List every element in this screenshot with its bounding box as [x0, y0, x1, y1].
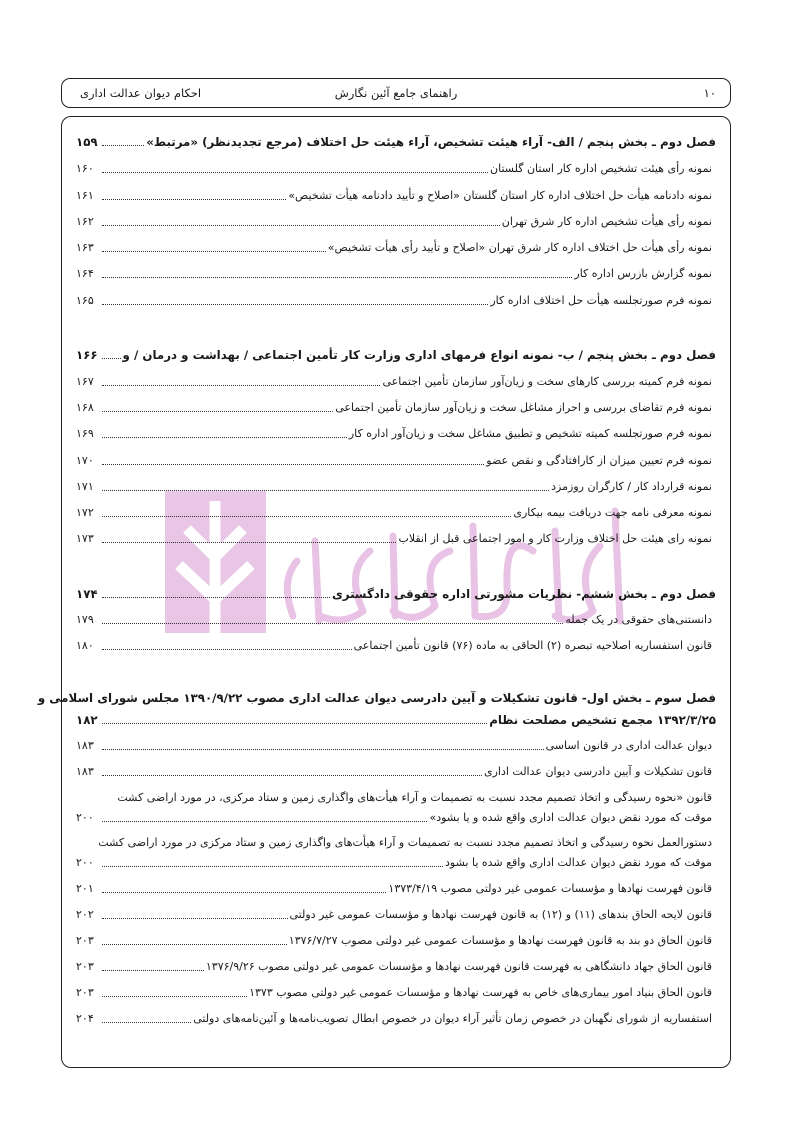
dot-leader — [102, 648, 352, 650]
toc-page-number: ۱۵۹ — [76, 135, 98, 149]
running-header — [61, 78, 731, 108]
toc-item-title: قانون الحاق دو بند به قانون فهرست نهادها و مؤسسات عمومی غیر دولتی مصوب ۱۳۷۶/۷/۲۷ — [288, 934, 712, 947]
toc-page-number: ۱۷۱ — [76, 480, 94, 493]
toc-page-number: ۱۶۴ — [76, 267, 94, 280]
dot-leader — [102, 596, 330, 598]
toc-page-number: ۱۷۴ — [76, 587, 98, 601]
toc-item[interactable] — [76, 503, 716, 523]
toc-item[interactable] — [76, 424, 716, 444]
toc-item-title: نمونه فرم صورتجلسه کمیته تشخیص و تطبیق مشاغل سخت و زیان‌آور اداره کار — [348, 427, 712, 440]
toc-item[interactable] — [76, 610, 716, 630]
toc-heading-title: ۱۳۹۲/۳/۲۵ مجمع تشخیص مصلحت نظام — [489, 713, 716, 727]
toc-page-number: ۱۶۲ — [76, 215, 94, 228]
dot-leader — [102, 891, 386, 893]
toc-item-title: نمونه فرم صورتجلسه هیأت حل اختلاف اداره کار — [490, 294, 712, 307]
dot-leader — [102, 436, 347, 438]
toc-heading-title: فصل دوم ـ بخش ششم- نظریات مشورتی اداره حقوقی دادگستری — [331, 587, 716, 601]
toc-item-title: نمونه فرم تقاضای بررسی و احراز مشاغل سخت و زیان‌آور سازمان تأمین اجتماعی — [335, 401, 712, 414]
dot-leader — [102, 515, 511, 517]
toc-page-number: ۲۰۱ — [76, 882, 94, 895]
toc-item[interactable] — [76, 238, 716, 258]
toc-item-title: نمونه رای هیئت حل اختلاف وزارت کار و امور اجتماعی قبل از انقلاب — [398, 532, 712, 545]
dot-leader — [102, 357, 121, 359]
toc-page-number: ۱۶۵ — [76, 294, 94, 307]
dot-leader — [102, 541, 396, 543]
toc-page-number: ۲۰۳ — [76, 934, 94, 947]
dot-leader — [102, 1021, 191, 1023]
toc-item-title: قانون تشکیلات و آیین دادرسی دیوان عدالت اداری — [483, 765, 712, 778]
toc-page-number: ۱۷۳ — [76, 532, 94, 545]
toc-heading[interactable] — [76, 584, 716, 604]
dot-leader — [102, 917, 288, 919]
dot-leader — [102, 774, 482, 776]
dot-leader — [102, 224, 500, 226]
toc-page-number: ۱۷۰ — [76, 454, 94, 467]
page-number: ۱۰ — [703, 86, 716, 100]
dot-leader — [102, 969, 204, 971]
toc-item-title: نمونه فرم کمیته بررسی کارهای سخت و زیان‌آور سازمان تأمین اجتماعی — [382, 375, 712, 388]
dot-leader — [102, 722, 487, 724]
toc-item[interactable] — [76, 186, 716, 206]
toc-item[interactable] — [76, 808, 716, 828]
toc-item-title: قانون الحاق جهاد دانشگاهی به فهرست قانون فهرست نهادها و مؤسسات عمومی غیر دولتی مصوب ۱۳۷۶/۹/۲۶ — [205, 960, 712, 973]
toc-item[interactable] — [76, 636, 716, 656]
toc-item[interactable] — [76, 905, 716, 925]
chapter-title: احکام دیوان عدالت اداری — [80, 86, 202, 100]
toc-item[interactable] — [76, 477, 716, 497]
toc-page-number: ۱۶۹ — [76, 427, 94, 440]
dot-leader — [102, 250, 326, 252]
toc-item[interactable] — [76, 372, 716, 392]
toc-item[interactable] — [76, 159, 716, 179]
toc-item-line1[interactable]: قانون «نحوه رسیدگی و اتخاذ تصمیم مجدد نسبت به تصمیمات و آراء هیأت‌های واگذاری زمین و ستاد مرکزی، در مورد اراضی کشت — [117, 791, 712, 804]
dot-leader — [102, 463, 484, 465]
toc-heading-title: فصل دوم ـ بخش پنجم / ب- نمونه انواع فرمهای اداری وزارت کار تأمین اجتماعی / بهداشت و درمان / و — [122, 348, 716, 362]
toc-item-title: نمونه قرارداد کار / کارگران روزمزد — [551, 480, 712, 493]
toc-heading-line1[interactable]: فصل سوم ـ بخش اول- قانون تشکیلات و آیین دادرسی دیوان عدالت اداری مصوب ۱۳۹۰/۹/۲۲ مجلس شورای اسلامی و — [37, 691, 716, 705]
toc-item-title: استفساریه از شورای نگهبان در خصوص زمان تأثیر آراء دیوان در خصوص ابطال تصویب‌نامه‌ها و آئین‌نامه‌های دولتی — [193, 1012, 712, 1025]
toc-page-number: ۱۸۳ — [76, 765, 94, 778]
toc-item-line1[interactable]: دستورالعمل نحوه رسیدگی و اتخاذ تصمیم مجدد نسبت به تصمیمات و آراء هیأت‌های واگذاری زمین و ستاد مرکزی در مورد اراضی کشت — [98, 836, 712, 849]
toc-item[interactable] — [76, 736, 716, 756]
toc-item-title: قانون فهرست نهادها و مؤسسات عمومی غیر دولتی مصوب ۱۳۷۳/۴/۱۹ — [388, 882, 712, 895]
toc-item-title: نمونه رأی هیأت حل اختلاف اداره کار شرق تهران «اصلاح و تأیید رأی هیأت تشخیص» — [327, 241, 712, 254]
dot-leader — [102, 384, 380, 386]
toc-page-number: ۱۶۰ — [76, 162, 94, 175]
toc-heading-title: فصل دوم ـ بخش پنجم / الف- آراء هیئت تشخیص، آراء هیئت حل اختلاف (مرجع تجدیدنظر) «مرتبط» — [146, 135, 716, 149]
toc-item-title: نمونه دادنامه هیأت حل اختلاف اداره کار استان گلستان «اصلاح و تأیید دادنامه هیأت تشخیص» — [288, 189, 712, 202]
toc-page-number: ۱۸۲ — [76, 713, 98, 727]
toc-item-title: نمونه رأی هیئت تشخیص اداره کار استان گلستان — [490, 162, 712, 175]
dot-leader — [102, 171, 488, 173]
toc-item[interactable] — [76, 291, 716, 311]
toc-item-title: نمونه رأی هیأت تشخیص اداره کار شرق تهران — [501, 215, 712, 228]
toc-page-number: ۲۰۳ — [76, 960, 94, 973]
toc-page-number: ۱۶۱ — [76, 189, 94, 202]
toc-item[interactable] — [76, 529, 716, 549]
dot-leader — [102, 276, 572, 278]
toc-item[interactable] — [76, 762, 716, 782]
toc-page-number: ۲۰۴ — [76, 1012, 94, 1025]
toc-item-title: موقت که مورد نقض دیوان عدالت اداری واقع شده یا بشود — [445, 856, 712, 869]
toc-page-number: ۱۶۳ — [76, 241, 94, 254]
book-title: راهنمای جامع آئین نگارش — [334, 86, 458, 100]
toc-item[interactable] — [76, 983, 716, 1003]
toc-heading[interactable] — [76, 710, 716, 730]
dot-leader — [102, 410, 333, 412]
dot-leader — [102, 198, 286, 200]
toc-page-number: ۱۶۸ — [76, 401, 94, 414]
dot-leader — [102, 943, 287, 945]
toc-item[interactable] — [76, 451, 716, 471]
toc-item-title: نمونه گزارش بازرس اداره کار — [574, 267, 712, 280]
toc-item-title: دیوان عدالت اداری در قانون اساسی — [545, 739, 712, 752]
toc-page-number: ۱۷۹ — [76, 613, 94, 626]
dot-leader — [102, 489, 549, 491]
dot-leader — [102, 820, 427, 822]
dot-leader — [102, 865, 443, 867]
toc-item[interactable] — [76, 1009, 716, 1029]
dot-leader — [102, 995, 247, 997]
toc-page-number: ۱۸۳ — [76, 739, 94, 752]
dot-leader — [102, 303, 488, 305]
toc-item[interactable] — [76, 398, 716, 418]
toc-page-number: ۱۶۶ — [76, 348, 98, 362]
toc-item[interactable] — [76, 879, 716, 899]
dot-leader — [102, 622, 563, 624]
toc-item[interactable] — [76, 212, 716, 232]
toc-page-number: ۲۰۰ — [76, 856, 94, 869]
toc-item[interactable] — [76, 931, 716, 951]
dot-leader — [102, 748, 544, 750]
toc-item-title: نمونه معرفی نامه جهت دریافت بیمه بیکاری — [513, 506, 712, 519]
toc-page-number: ۲۰۰ — [76, 811, 94, 824]
toc-item[interactable] — [76, 853, 716, 873]
toc-item-title: نمونه فرم تعیین میزان از کارافتادگی و نقص عضو — [486, 454, 712, 467]
toc-heading[interactable] — [76, 132, 716, 152]
toc-item[interactable] — [76, 957, 716, 977]
toc-page-number: ۱۸۰ — [76, 639, 94, 652]
toc-page-number: ۱۶۷ — [76, 375, 94, 388]
toc-item-title: موقت که مورد نقض دیوان عدالت اداری واقع شده و یا بشود» — [429, 811, 712, 824]
toc-item-title: دانستنی‌های حقوقی در یک جمله — [565, 613, 712, 626]
toc-page-number: ۱۷۲ — [76, 506, 94, 519]
toc-item-title: قانون لایحه الحاق بندهای (۱۱) و (۱۲) به قانون فهرست نهادها و مؤسسات عمومی غیر دولتی — [289, 908, 712, 921]
toc-item-title: قانون استفساریه اصلاحیه تبصره (۲) الحاقی به ماده (۷۶) قانون تأمین اجتماعی — [353, 639, 712, 652]
toc-page-number: ۲۰۲ — [76, 908, 94, 921]
dot-leader — [102, 144, 144, 146]
toc-item[interactable] — [76, 264, 716, 284]
toc-item-title: قانون الحاق بنیاد امور بیماری‌های خاص به فهرست نهادها و مؤسسات عمومی غیر دولتی مصوب ۱۳۷۳ — [249, 986, 712, 999]
toc-page-number: ۲۰۳ — [76, 986, 94, 999]
toc-heading[interactable] — [76, 345, 716, 365]
